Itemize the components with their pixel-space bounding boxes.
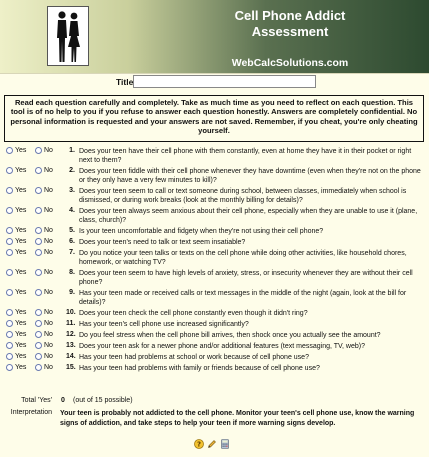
no-label: No bbox=[44, 331, 53, 338]
yes-option[interactable] bbox=[6, 342, 35, 349]
no-radio[interactable] bbox=[35, 331, 42, 338]
title-label: Title bbox=[116, 77, 134, 87]
no-radio[interactable] bbox=[35, 227, 42, 234]
no-radio[interactable] bbox=[35, 269, 42, 276]
no-label: No bbox=[44, 320, 53, 327]
app-title-line2: Assessment bbox=[251, 24, 329, 39]
no-option[interactable] bbox=[35, 227, 64, 234]
yes-option[interactable] bbox=[6, 207, 35, 214]
no-label: No bbox=[44, 249, 53, 256]
question-text: Does your teen seem to have high levels of anxiety, stress, or insecurity whenever they are without their cell phone? bbox=[79, 270, 413, 286]
no-label: No bbox=[44, 269, 53, 276]
yes-option[interactable] bbox=[6, 353, 35, 360]
no-option[interactable] bbox=[35, 309, 64, 316]
interpretation-label: Interpretation bbox=[10, 409, 52, 416]
total-label: Total 'Yes' bbox=[21, 397, 52, 404]
no-radio[interactable] bbox=[35, 238, 42, 245]
question-number: 15. bbox=[66, 364, 76, 371]
no-option[interactable] bbox=[35, 207, 64, 214]
question-row-1 bbox=[0, 147, 429, 167]
yes-label: Yes bbox=[15, 249, 27, 256]
question-text: Does your teen fiddle with their cell phone whenever they have downtime (even when they're not on the phone or they only have a very few minutes to kill)? bbox=[79, 168, 421, 184]
title-row bbox=[0, 75, 429, 91]
svg-text:?: ? bbox=[196, 440, 202, 449]
site-name: WebCalcSolutions.com bbox=[231, 57, 349, 69]
no-label: No bbox=[44, 364, 53, 371]
question-row-8 bbox=[0, 269, 429, 289]
yes-option[interactable] bbox=[6, 269, 35, 276]
question-text: Do you feel stress when the cell phone bill arrives, then shock once you actually see the amount? bbox=[79, 332, 381, 339]
question-text: Is your teen uncomfortable and fidgety when they're not using their cell phone? bbox=[79, 228, 324, 235]
yes-radio[interactable] bbox=[6, 227, 13, 234]
question-text: Does your teen check the cell phone constantly even though it didn't ring? bbox=[79, 310, 308, 317]
yes-label: Yes bbox=[15, 167, 27, 174]
no-label: No bbox=[44, 353, 53, 360]
question-row-4 bbox=[0, 207, 429, 227]
yes-option[interactable] bbox=[6, 289, 35, 296]
calculator-icon[interactable] bbox=[220, 439, 230, 449]
question-row-2 bbox=[0, 167, 429, 187]
question-number: 7. bbox=[69, 249, 75, 256]
interpretation-text: Your teen is probably not addicted to the cell phone. Monitor your teen's cell phone use, know the warning signs of addiction, and take steps to help your teen if more warning signs develop. bbox=[60, 410, 415, 427]
no-option[interactable] bbox=[35, 331, 64, 338]
yes-label: Yes bbox=[15, 320, 27, 327]
help-icon[interactable] bbox=[194, 439, 204, 449]
total-note: (out of 15 possible) bbox=[73, 397, 133, 404]
yes-radio[interactable] bbox=[6, 309, 13, 316]
question-text: Does your teen always seem anxious about their cell phone, especially when they are unable to use it (plane, class, church)? bbox=[79, 208, 418, 224]
no-label: No bbox=[44, 167, 53, 174]
app-title bbox=[190, 8, 390, 40]
no-label: No bbox=[44, 227, 53, 234]
question-row-15 bbox=[0, 364, 429, 375]
yes-option[interactable] bbox=[6, 249, 35, 256]
question-number: 11. bbox=[66, 320, 76, 327]
yes-option[interactable] bbox=[6, 238, 35, 245]
no-label: No bbox=[44, 147, 53, 154]
question-row-12 bbox=[0, 331, 429, 342]
no-option[interactable] bbox=[35, 342, 64, 349]
yes-option[interactable] bbox=[6, 167, 35, 174]
total-value: 0 bbox=[61, 397, 65, 404]
question-number: 13. bbox=[66, 342, 76, 349]
question-text: Do you notice your teen talks or texts on the cell phone while doing other activities, like household chores, homework, or watching TV? bbox=[79, 250, 407, 266]
no-option[interactable] bbox=[35, 320, 64, 327]
yes-label: Yes bbox=[15, 309, 27, 316]
yes-radio[interactable] bbox=[6, 167, 13, 174]
question-number: 2. bbox=[69, 167, 75, 174]
yes-label: Yes bbox=[15, 331, 27, 338]
question-number: 14. bbox=[66, 353, 76, 360]
no-radio[interactable] bbox=[35, 187, 42, 194]
no-radio[interactable] bbox=[35, 342, 42, 349]
yes-radio[interactable] bbox=[6, 187, 13, 194]
question-row-14 bbox=[0, 353, 429, 364]
yes-radio[interactable] bbox=[6, 238, 13, 245]
interpretation-row bbox=[0, 409, 429, 441]
yes-label: Yes bbox=[15, 227, 27, 234]
no-label: No bbox=[44, 342, 53, 349]
no-option[interactable] bbox=[35, 289, 64, 296]
yes-option[interactable] bbox=[6, 364, 35, 371]
question-number: 10. bbox=[66, 309, 76, 316]
question-row-13 bbox=[0, 342, 429, 353]
yes-radio[interactable] bbox=[6, 269, 13, 276]
no-radio[interactable] bbox=[35, 147, 42, 154]
question-text: Does your teen ask for a newer phone and/or additional features (text messaging, TV, web)? bbox=[79, 343, 366, 350]
question-row-10 bbox=[0, 309, 429, 320]
no-label: No bbox=[44, 207, 53, 214]
yes-option[interactable] bbox=[6, 187, 35, 194]
footer-toolbar bbox=[194, 439, 230, 449]
question-text: Does your teen have their cell phone with them constantly, even at home they have it in their pocket or right next to them? bbox=[79, 148, 412, 164]
no-radio[interactable] bbox=[35, 289, 42, 296]
title-input[interactable] bbox=[133, 75, 316, 88]
yes-radio[interactable] bbox=[6, 249, 13, 256]
no-radio[interactable] bbox=[35, 320, 42, 327]
question-row-11 bbox=[0, 320, 429, 331]
pencil-icon[interactable] bbox=[207, 439, 217, 449]
yes-radio[interactable] bbox=[6, 289, 13, 296]
yes-label: Yes bbox=[15, 238, 27, 245]
yes-label: Yes bbox=[15, 147, 27, 154]
question-row-7 bbox=[0, 249, 429, 269]
no-option[interactable] bbox=[35, 147, 64, 154]
question-number: 12. bbox=[66, 331, 76, 338]
no-option[interactable] bbox=[35, 238, 64, 245]
question-row-9 bbox=[0, 289, 429, 309]
question-row-6 bbox=[0, 238, 429, 249]
couple-silhouette-icon bbox=[47, 6, 89, 66]
yes-option[interactable] bbox=[6, 331, 35, 338]
yes-radio[interactable] bbox=[6, 353, 13, 360]
question-number: 1. bbox=[69, 147, 75, 154]
yes-radio[interactable] bbox=[6, 331, 13, 338]
question-number: 3. bbox=[69, 187, 75, 194]
yes-option[interactable] bbox=[6, 320, 35, 327]
question-number: 6. bbox=[69, 238, 75, 245]
no-option[interactable] bbox=[35, 167, 64, 174]
yes-option[interactable] bbox=[6, 147, 35, 154]
no-radio[interactable] bbox=[35, 207, 42, 214]
no-radio[interactable] bbox=[35, 167, 42, 174]
question-text: Has your teen made or received calls or text messages in the middle of the night (again, look at the bill for details)? bbox=[79, 290, 407, 306]
yes-radio[interactable] bbox=[6, 364, 13, 371]
question-number: 5. bbox=[69, 227, 75, 234]
yes-option[interactable] bbox=[6, 227, 35, 234]
yes-label: Yes bbox=[15, 342, 27, 349]
yes-option[interactable] bbox=[6, 309, 35, 316]
app-title-line1: Cell Phone Addict bbox=[234, 8, 346, 23]
question-number: 9. bbox=[69, 289, 75, 296]
no-option[interactable] bbox=[35, 187, 64, 194]
total-row bbox=[0, 397, 429, 407]
no-radio[interactable] bbox=[35, 364, 42, 371]
no-option[interactable] bbox=[35, 353, 64, 360]
no-radio[interactable] bbox=[35, 353, 42, 360]
question-text: Does your teen's need to talk or text seem insatiable? bbox=[79, 239, 246, 246]
yes-label: Yes bbox=[15, 289, 27, 296]
question-text: Has your teen's cell phone use increased significantly? bbox=[79, 321, 249, 328]
yes-label: Yes bbox=[15, 187, 27, 194]
yes-label: Yes bbox=[15, 353, 27, 360]
question-number: 4. bbox=[69, 207, 75, 214]
no-radio[interactable] bbox=[35, 309, 42, 316]
no-label: No bbox=[44, 187, 53, 194]
no-option[interactable] bbox=[35, 249, 64, 256]
question-number: 8. bbox=[69, 269, 75, 276]
yes-radio[interactable] bbox=[6, 320, 13, 327]
no-radio[interactable] bbox=[35, 249, 42, 256]
no-option[interactable] bbox=[35, 269, 64, 276]
no-label: No bbox=[44, 289, 53, 296]
yes-label: Yes bbox=[15, 269, 27, 276]
no-option[interactable] bbox=[35, 364, 64, 371]
question-text: Has your teen had problems at school or work because of cell phone use? bbox=[79, 354, 309, 361]
no-label: No bbox=[44, 309, 53, 316]
yes-label: Yes bbox=[15, 207, 27, 214]
yes-label: Yes bbox=[15, 364, 27, 371]
no-label: No bbox=[44, 238, 53, 245]
yes-radio[interactable] bbox=[6, 147, 13, 154]
question-text: Has your teen had problems with family or friends because of cell phone use? bbox=[79, 365, 320, 372]
instructions-box: Read each question carefully and completely. Take as much time as you need to reflect on each question. This tool is of no help to you if you refuse to answer each question honestly. Answers are completely confidential. No personal information is requested and your answers are not saved. Remember, if you cheat, you're only cheating yourself. bbox=[4, 95, 424, 142]
header-banner bbox=[0, 0, 429, 74]
question-row-3 bbox=[0, 187, 429, 207]
question-list bbox=[0, 147, 429, 375]
question-row-5 bbox=[0, 227, 429, 238]
yes-radio[interactable] bbox=[6, 342, 13, 349]
yes-radio[interactable] bbox=[6, 207, 13, 214]
question-text: Does your teen seem to call or text someone during school, between classes, immediately when school is dismissed, or during work breaks (look at the monthly billing for details)? bbox=[79, 188, 407, 204]
